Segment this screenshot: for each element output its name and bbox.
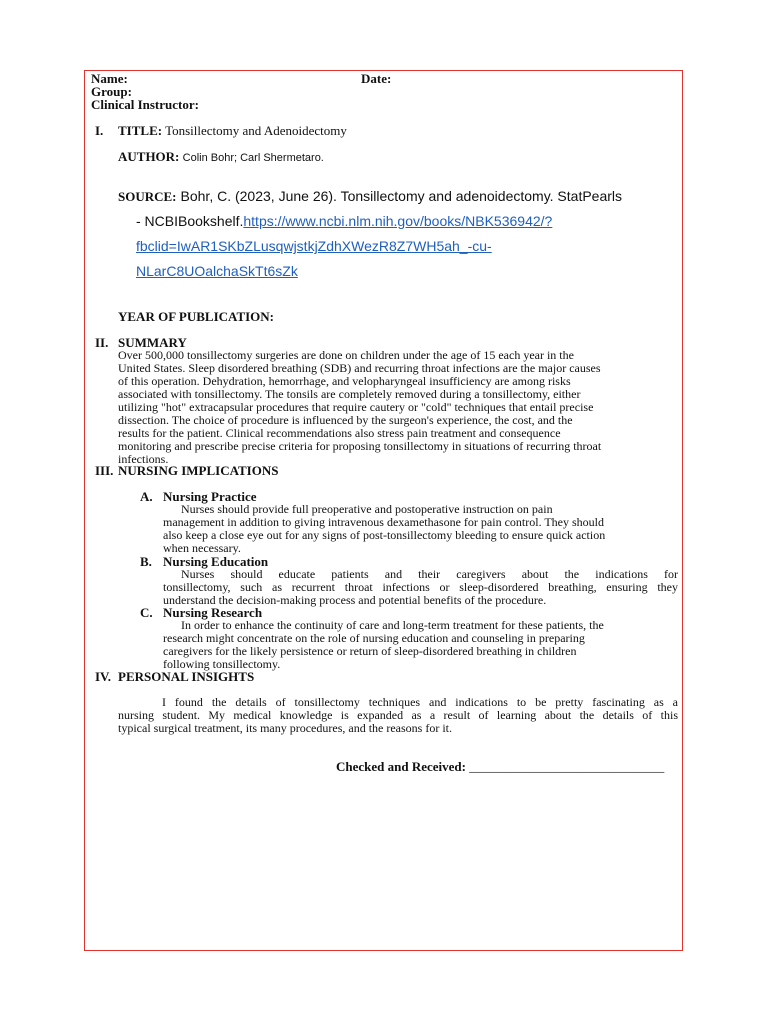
education-letter: B. bbox=[140, 554, 152, 569]
source-link-part-3[interactable]: NLarC8UOalchaSkTt6sZk bbox=[136, 263, 298, 279]
section-4-number: IV. bbox=[95, 669, 112, 684]
summary-line: utilizing "hot" extracapsular procedures that require cautery or "cold" techniques that entail precise bbox=[118, 400, 594, 414]
practice-line: also keep a close eye out for any signs of post-tonsillectomy bleeding to ensure quick action bbox=[163, 528, 606, 542]
insights-line: I found the details of tonsillectomy techniques and indications to be pretty fascinating as a bbox=[162, 695, 678, 709]
title-label: TITLE: bbox=[118, 123, 163, 138]
education-line: tonsillectomy, such as recurrent throat infections or sleep-disordered breathing, ensuring they bbox=[163, 580, 678, 594]
clinical-instructor-label: Clinical Instructor: bbox=[91, 97, 199, 112]
group-label: Group: bbox=[91, 84, 132, 99]
source-block bbox=[118, 184, 622, 284]
source-link-part-2[interactable]: fbclid=IwAR1SKbZLusqwjstkjZdhXWezR8Z7WH5ah_-cu- bbox=[136, 238, 492, 254]
research-line: following tonsillectomy. bbox=[163, 657, 281, 671]
year-of-publication-label: YEAR OF PUBLICATION: bbox=[118, 309, 275, 324]
summary-line: infections. bbox=[118, 452, 169, 466]
practice-line: management in addition to giving intravenous dexamethasone for pain control. They should bbox=[163, 515, 605, 529]
nursing-practice-paragraph bbox=[163, 503, 678, 555]
author-row bbox=[118, 150, 324, 165]
nursing-education-heading: Nursing Education bbox=[163, 554, 269, 569]
summary-line: dissection. The choice of procedure is influenced by the surgeon's experience, the cost, and the bbox=[118, 413, 573, 427]
summary-line: results for the patient. Clinical recommendations also stress pain treatment and consequence bbox=[118, 426, 561, 440]
research-line: In order to enhance the continuity of care and long-term treatment for these patients, the bbox=[181, 618, 604, 632]
summary-paragraph bbox=[118, 349, 678, 466]
summary-line: associated with tonsillectomy. The tonsils are completely removed during a tonsillectomy, either bbox=[118, 387, 581, 401]
nursing-practice-heading: Nursing Practice bbox=[163, 489, 257, 504]
research-letter: C. bbox=[140, 605, 153, 620]
nursing-implications-heading: NURSING IMPLICATIONS bbox=[118, 463, 279, 478]
summary-heading: SUMMARY bbox=[118, 335, 187, 350]
research-line: caregivers for the likely persistence or return of sleep-disordered breathing in children bbox=[163, 644, 577, 658]
education-line: understand the decision-making process and potential benefits of the procedure. bbox=[163, 593, 547, 607]
practice-line: when necessary. bbox=[163, 541, 241, 555]
practice-line: Nurses should provide full preoperative and postoperative instruction on pain bbox=[181, 502, 553, 516]
author-label: AUTHOR: bbox=[118, 149, 180, 164]
nursing-research-heading: Nursing Research bbox=[163, 605, 263, 620]
summary-line: United States. Sleep disordered breathing (SDB) and recurring throat infections are the major causes bbox=[118, 361, 601, 375]
insights-line: nursing student. My medical knowledge is expanded as a result of learning about the details of this bbox=[118, 708, 678, 722]
source-link-part-1[interactable]: https://www.ncbi.nlm.nih.gov/books/NBK536942/? bbox=[243, 213, 553, 229]
title-row bbox=[118, 124, 347, 137]
section-3-number: III. bbox=[95, 463, 114, 478]
checked-received-row bbox=[336, 760, 664, 773]
summary-line: Over 500,000 tonsillectomy surgeries are done on children under the age of 15 each year in the bbox=[118, 348, 574, 362]
date-label: Date: bbox=[361, 71, 392, 86]
practice-letter: A. bbox=[140, 489, 153, 504]
author-value: Colin Bohr; Carl Shermetaro. bbox=[182, 152, 324, 164]
section-1-number: I. bbox=[95, 123, 104, 138]
summary-line: of this operation. Dehydration, hemorrhage, and velopharyngeal insufficiency are among risks bbox=[118, 374, 571, 388]
name-label: Name: bbox=[91, 71, 128, 86]
signature-line: ______________________________ bbox=[469, 759, 665, 774]
insights-line: typical surgical treatment, its many procedures, and the reasons for it. bbox=[118, 721, 453, 735]
summary-line: monitoring and prescribe precise criteria for proposing tonsillectomy in situations of recurring throat bbox=[118, 439, 602, 453]
nursing-education-paragraph bbox=[163, 568, 678, 607]
research-line: research might concentrate on the role of nursing education and counseling in preparing bbox=[163, 631, 585, 645]
personal-insights-heading: PERSONAL INSIGHTS bbox=[118, 669, 255, 684]
personal-insights-paragraph bbox=[118, 696, 678, 735]
source-label: SOURCE: bbox=[118, 189, 177, 204]
source-text-2: - NCBIBookshelf. bbox=[136, 213, 244, 229]
checked-received-label: Checked and Received: bbox=[336, 759, 466, 774]
section-2-number: II. bbox=[95, 335, 109, 350]
education-line: Nurses should educate patients and their caregivers about the indications for bbox=[181, 567, 678, 581]
nursing-research-paragraph bbox=[163, 619, 678, 671]
title-value: Tonsillectomy and Adenoidectomy bbox=[165, 123, 347, 138]
source-text: Bohr, C. (2023, June 26). Tonsillectomy and adenoidectomy. StatPearls bbox=[180, 188, 623, 204]
